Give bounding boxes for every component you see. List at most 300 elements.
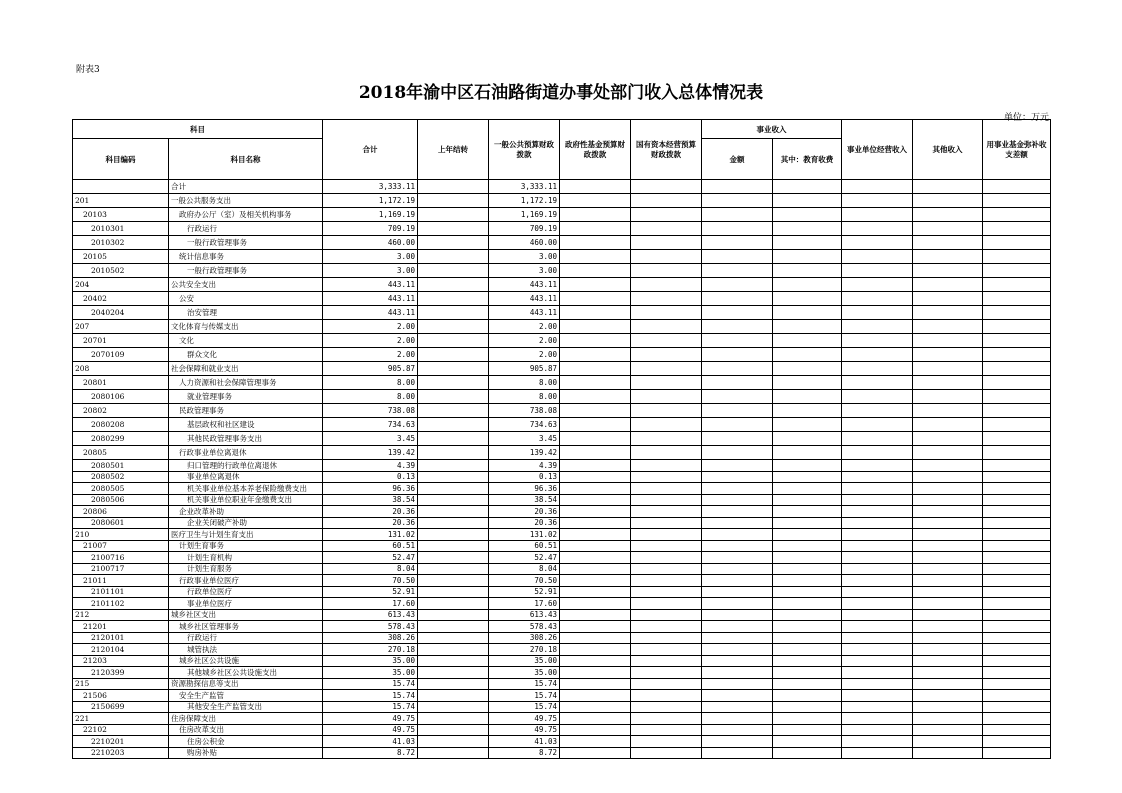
cell-fund-budget (560, 644, 631, 656)
cell-career-amount (702, 483, 773, 495)
cell-total: 1,169.19 (323, 208, 418, 222)
cell-career-amount (702, 655, 773, 667)
cell-code: 2010302 (73, 236, 169, 250)
cell-operating-income (842, 278, 913, 292)
cell-general-budget: 613.43 (489, 609, 560, 621)
cell-other-income (913, 598, 983, 610)
cell-state-capital (631, 667, 702, 679)
cell-edu-fee (773, 598, 842, 610)
cell-total: 0.13 (323, 471, 418, 483)
cell-code: 20802 (73, 404, 169, 418)
cell-carryover (418, 376, 489, 390)
cell-edu-fee (773, 460, 842, 472)
cell-fund-budget (560, 264, 631, 278)
cell-edu-fee (773, 222, 842, 236)
cell-fund-budget (560, 320, 631, 334)
cell-fund-supplement (983, 494, 1051, 506)
cell-code: 2120101 (73, 632, 169, 644)
cell-other-income (913, 432, 983, 446)
cell-edu-fee (773, 334, 842, 348)
cell-name: 群众文化 (169, 348, 323, 362)
cell-name: 购房补贴 (169, 747, 323, 759)
cell-carryover (418, 404, 489, 418)
cell-edu-fee (773, 552, 842, 564)
cell-name: 安全生产监管 (169, 690, 323, 702)
cell-operating-income (842, 701, 913, 713)
cell-fund-budget (560, 506, 631, 518)
cell-carryover (418, 460, 489, 472)
cell-general-budget: 15.74 (489, 678, 560, 690)
cell-operating-income (842, 432, 913, 446)
header-amount: 金额 (702, 139, 773, 180)
cell-carryover (418, 678, 489, 690)
cell-fund-budget (560, 586, 631, 598)
cell-fund-budget (560, 208, 631, 222)
cell-other-income (913, 678, 983, 690)
cell-fund-budget (560, 621, 631, 633)
cell-carryover (418, 563, 489, 575)
cell-operating-income (842, 208, 913, 222)
cell-carryover (418, 724, 489, 736)
cell-career-amount (702, 598, 773, 610)
cell-name: 资源勘探信息等支出 (169, 678, 323, 690)
table-row (73, 334, 1051, 348)
cell-fund-supplement (983, 678, 1051, 690)
cell-edu-fee (773, 278, 842, 292)
cell-total: 443.11 (323, 292, 418, 306)
cell-name: 城乡社区公共设施 (169, 655, 323, 667)
cell-code: 2120104 (73, 644, 169, 656)
cell-state-capital (631, 563, 702, 575)
cell-general-budget: 52.91 (489, 586, 560, 598)
cell-fund-supplement (983, 586, 1051, 598)
cell-fund-supplement (983, 320, 1051, 334)
cell-carryover (418, 432, 489, 446)
cell-name: 一般行政管理事务 (169, 264, 323, 278)
cell-other-income (913, 334, 983, 348)
cell-fund-supplement (983, 621, 1051, 633)
table-row (73, 180, 1051, 194)
cell-state-capital (631, 390, 702, 404)
cell-carryover (418, 655, 489, 667)
cell-operating-income (842, 655, 913, 667)
cell-other-income (913, 460, 983, 472)
cell-total: 3.00 (323, 250, 418, 264)
cell-total: 15.74 (323, 701, 418, 713)
cell-career-amount (702, 667, 773, 679)
cell-operating-income (842, 446, 913, 460)
cell-other-income (913, 552, 983, 564)
cell-fund-budget (560, 222, 631, 236)
cell-state-capital (631, 418, 702, 432)
cell-edu-fee (773, 208, 842, 222)
cell-other-income (913, 264, 983, 278)
cell-carryover (418, 306, 489, 320)
table-row (73, 278, 1051, 292)
cell-total: 35.00 (323, 655, 418, 667)
table-row (73, 563, 1051, 575)
cell-edu-fee (773, 724, 842, 736)
cell-code: 20806 (73, 506, 169, 518)
cell-state-capital (631, 517, 702, 529)
table-row (73, 529, 1051, 541)
cell-fund-supplement (983, 278, 1051, 292)
cell-fund-supplement (983, 180, 1051, 194)
cell-code: 2210201 (73, 736, 169, 748)
cell-state-capital (631, 598, 702, 610)
cell-name: 就业管理事务 (169, 390, 323, 404)
cell-state-capital (631, 483, 702, 495)
cell-career-amount (702, 529, 773, 541)
cell-career-amount (702, 306, 773, 320)
cell-operating-income (842, 376, 913, 390)
cell-name: 文化 (169, 334, 323, 348)
cell-career-amount (702, 250, 773, 264)
cell-fund-supplement (983, 194, 1051, 208)
cell-carryover (418, 180, 489, 194)
table-row (73, 494, 1051, 506)
cell-carryover (418, 690, 489, 702)
cell-edu-fee (773, 250, 842, 264)
cell-fund-supplement (983, 713, 1051, 725)
table-row (73, 194, 1051, 208)
cell-career-amount (702, 632, 773, 644)
cell-name: 基层政权和社区建设 (169, 418, 323, 432)
cell-edu-fee (773, 180, 842, 194)
cell-carryover (418, 517, 489, 529)
cell-general-budget: 17.60 (489, 598, 560, 610)
cell-operating-income (842, 471, 913, 483)
cell-career-amount (702, 506, 773, 518)
cell-name: 行政运行 (169, 632, 323, 644)
cell-other-income (913, 540, 983, 552)
cell-carryover (418, 621, 489, 633)
cell-general-budget: 52.47 (489, 552, 560, 564)
cell-operating-income (842, 334, 913, 348)
cell-general-budget: 443.11 (489, 306, 560, 320)
cell-operating-income (842, 306, 913, 320)
cell-carryover (418, 494, 489, 506)
cell-carryover (418, 701, 489, 713)
cell-state-capital (631, 404, 702, 418)
cell-state-capital (631, 264, 702, 278)
cell-general-budget: 35.00 (489, 655, 560, 667)
cell-general-budget: 38.54 (489, 494, 560, 506)
cell-general-budget: 2.00 (489, 320, 560, 334)
cell-name: 住房保障支出 (169, 713, 323, 725)
cell-fund-budget (560, 446, 631, 460)
cell-fund-budget (560, 418, 631, 432)
cell-fund-supplement (983, 540, 1051, 552)
cell-fund-supplement (983, 655, 1051, 667)
cell-fund-supplement (983, 575, 1051, 587)
cell-name: 统计信息事务 (169, 250, 323, 264)
cell-general-budget: 139.42 (489, 446, 560, 460)
cell-edu-fee (773, 575, 842, 587)
cell-other-income (913, 236, 983, 250)
cell-code: 20701 (73, 334, 169, 348)
cell-state-capital (631, 236, 702, 250)
cell-carryover (418, 644, 489, 656)
cell-general-budget: 49.75 (489, 724, 560, 736)
cell-code: 2120399 (73, 667, 169, 679)
cell-code: 2080502 (73, 471, 169, 483)
cell-carryover (418, 236, 489, 250)
cell-carryover (418, 747, 489, 759)
cell-fund-budget (560, 194, 631, 208)
cell-fund-budget (560, 598, 631, 610)
cell-fund-supplement (983, 362, 1051, 376)
cell-fund-supplement (983, 376, 1051, 390)
cell-name: 合计 (169, 180, 323, 194)
cell-name: 公安 (169, 292, 323, 306)
header-name: 科目名称 (169, 139, 323, 180)
cell-state-capital (631, 180, 702, 194)
cell-other-income (913, 471, 983, 483)
cell-fund-supplement (983, 306, 1051, 320)
cell-fund-supplement (983, 563, 1051, 575)
cell-carryover (418, 208, 489, 222)
cell-name: 行政运行 (169, 222, 323, 236)
table-row (73, 250, 1051, 264)
table-row (73, 306, 1051, 320)
cell-fund-budget (560, 376, 631, 390)
cell-fund-budget (560, 483, 631, 495)
cell-fund-budget (560, 701, 631, 713)
cell-operating-income (842, 250, 913, 264)
table-row (73, 460, 1051, 472)
cell-state-capital (631, 540, 702, 552)
cell-career-amount (702, 348, 773, 362)
cell-name: 治安管理 (169, 306, 323, 320)
cell-total: 308.26 (323, 632, 418, 644)
cell-name: 人力资源和社会保障管理事务 (169, 376, 323, 390)
cell-fund-supplement (983, 446, 1051, 460)
cell-total: 734.63 (323, 418, 418, 432)
cell-career-amount (702, 334, 773, 348)
cell-total: 15.74 (323, 690, 418, 702)
cell-other-income (913, 446, 983, 460)
cell-operating-income (842, 644, 913, 656)
table-row (73, 390, 1051, 404)
cell-name: 计划生育服务 (169, 563, 323, 575)
income-summary-table (72, 119, 1051, 759)
cell-operating-income (842, 575, 913, 587)
cell-fund-budget (560, 690, 631, 702)
cell-code: 21201 (73, 621, 169, 633)
cell-total: 60.51 (323, 540, 418, 552)
header-operating-income: 事业单位经营收入 (842, 120, 913, 180)
cell-operating-income (842, 632, 913, 644)
cell-total: 3.45 (323, 432, 418, 446)
cell-career-amount (702, 278, 773, 292)
table-row (73, 609, 1051, 621)
cell-operating-income (842, 586, 913, 598)
cell-name: 计划生育机构 (169, 552, 323, 564)
cell-operating-income (842, 292, 913, 306)
cell-state-capital (631, 376, 702, 390)
table-row (73, 236, 1051, 250)
cell-name: 城管执法 (169, 644, 323, 656)
cell-code: 2010502 (73, 264, 169, 278)
cell-state-capital (631, 494, 702, 506)
cell-other-income (913, 713, 983, 725)
cell-total: 460.00 (323, 236, 418, 250)
cell-code: 2070109 (73, 348, 169, 362)
cell-code: 221 (73, 713, 169, 725)
cell-edu-fee (773, 609, 842, 621)
cell-total: 8.72 (323, 747, 418, 759)
cell-career-amount (702, 460, 773, 472)
cell-operating-income (842, 667, 913, 679)
cell-other-income (913, 644, 983, 656)
cell-operating-income (842, 320, 913, 334)
cell-edu-fee (773, 690, 842, 702)
cell-edu-fee (773, 404, 842, 418)
cell-career-amount (702, 494, 773, 506)
cell-career-amount (702, 586, 773, 598)
cell-operating-income (842, 517, 913, 529)
cell-career-amount (702, 180, 773, 194)
cell-general-budget: 460.00 (489, 236, 560, 250)
cell-carryover (418, 586, 489, 598)
cell-name: 城乡社区管理事务 (169, 621, 323, 633)
cell-edu-fee (773, 471, 842, 483)
cell-code: 2080506 (73, 494, 169, 506)
cell-general-budget: 8.72 (489, 747, 560, 759)
cell-fund-budget (560, 540, 631, 552)
cell-fund-budget (560, 747, 631, 759)
unit-label: 单位：万元 (1003, 113, 1049, 123)
cell-state-capital (631, 529, 702, 541)
cell-other-income (913, 529, 983, 541)
cell-operating-income (842, 540, 913, 552)
cell-total: 20.36 (323, 517, 418, 529)
cell-career-amount (702, 446, 773, 460)
cell-fund-budget (560, 390, 631, 404)
cell-state-capital (631, 348, 702, 362)
table-row (73, 736, 1051, 748)
cell-state-capital (631, 644, 702, 656)
cell-code: 2080601 (73, 517, 169, 529)
cell-fund-budget (560, 404, 631, 418)
cell-other-income (913, 404, 983, 418)
cell-career-amount (702, 390, 773, 404)
cell-fund-budget (560, 724, 631, 736)
cell-code: 212 (73, 609, 169, 621)
cell-name: 事业单位医疗 (169, 598, 323, 610)
cell-carryover (418, 540, 489, 552)
cell-career-amount (702, 609, 773, 621)
cell-career-amount (702, 418, 773, 432)
cell-carryover (418, 446, 489, 460)
table-row (73, 506, 1051, 518)
cell-general-budget: 1,169.19 (489, 208, 560, 222)
cell-fund-budget (560, 236, 631, 250)
cell-code: 2080106 (73, 390, 169, 404)
cell-career-amount (702, 236, 773, 250)
cell-name: 事业单位离退休 (169, 471, 323, 483)
cell-edu-fee (773, 701, 842, 713)
table-row (73, 483, 1051, 495)
cell-operating-income (842, 713, 913, 725)
cell-general-budget: 738.08 (489, 404, 560, 418)
cell-total: 270.18 (323, 644, 418, 656)
cell-total: 443.11 (323, 278, 418, 292)
cell-name: 社会保障和就业支出 (169, 362, 323, 376)
cell-fund-supplement (983, 517, 1051, 529)
cell-general-budget: 3,333.11 (489, 180, 560, 194)
cell-career-amount (702, 713, 773, 725)
cell-fund-supplement (983, 483, 1051, 495)
cell-state-capital (631, 292, 702, 306)
cell-total: 49.75 (323, 724, 418, 736)
cell-career-amount (702, 621, 773, 633)
cell-fund-budget (560, 609, 631, 621)
cell-code: 2210203 (73, 747, 169, 759)
cell-fund-supplement (983, 506, 1051, 518)
cell-edu-fee (773, 747, 842, 759)
cell-operating-income (842, 494, 913, 506)
cell-carryover (418, 483, 489, 495)
cell-total: 2.00 (323, 334, 418, 348)
cell-fund-budget (560, 334, 631, 348)
cell-fund-budget (560, 632, 631, 644)
cell-carryover (418, 713, 489, 725)
cell-state-capital (631, 506, 702, 518)
cell-edu-fee (773, 506, 842, 518)
cell-general-budget: 96.36 (489, 483, 560, 495)
cell-general-budget: 8.00 (489, 376, 560, 390)
appendix-label: 附表3 (76, 65, 100, 75)
cell-fund-budget (560, 736, 631, 748)
cell-code: 204 (73, 278, 169, 292)
cell-other-income (913, 292, 983, 306)
cell-state-capital (631, 655, 702, 667)
cell-total: 578.43 (323, 621, 418, 633)
cell-state-capital (631, 747, 702, 759)
cell-fund-budget (560, 278, 631, 292)
table-row (73, 586, 1051, 598)
cell-state-capital (631, 471, 702, 483)
cell-fund-budget (560, 563, 631, 575)
cell-name: 企业关闭破产补助 (169, 517, 323, 529)
cell-fund-budget (560, 306, 631, 320)
cell-fund-supplement (983, 609, 1051, 621)
cell-total: 8.04 (323, 563, 418, 575)
cell-other-income (913, 494, 983, 506)
cell-edu-fee (773, 348, 842, 362)
cell-edu-fee (773, 236, 842, 250)
cell-code: 2100717 (73, 563, 169, 575)
table-row (73, 418, 1051, 432)
cell-fund-supplement (983, 690, 1051, 702)
cell-other-income (913, 575, 983, 587)
cell-total: 52.91 (323, 586, 418, 598)
cell-other-income (913, 609, 983, 621)
header-subject: 科目 (73, 120, 323, 139)
cell-code: 20103 (73, 208, 169, 222)
cell-general-budget: 905.87 (489, 362, 560, 376)
table-row (73, 540, 1051, 552)
cell-operating-income (842, 678, 913, 690)
cell-edu-fee (773, 362, 842, 376)
cell-other-income (913, 348, 983, 362)
table-row (73, 667, 1051, 679)
cell-total: 70.50 (323, 575, 418, 587)
cell-state-capital (631, 250, 702, 264)
cell-fund-budget (560, 180, 631, 194)
